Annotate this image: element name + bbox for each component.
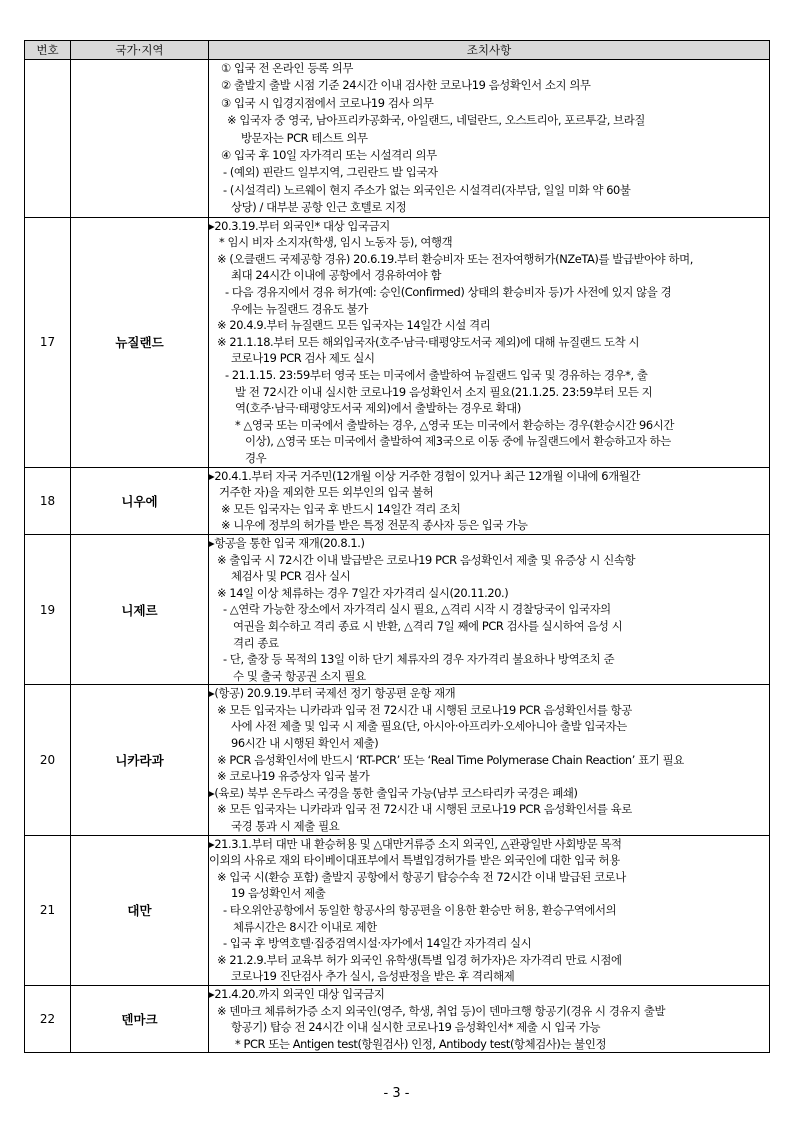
measure-line: 사에 사전 제출 및 입국 시 제출 필요(단, 아시아·아프리카·오세아니아 출발 입국자는	[231, 719, 627, 734]
measure-line: 방문자는 PCR 테스트 의무	[241, 130, 368, 145]
row-measures	[209, 835, 770, 985]
table-row	[25, 534, 770, 684]
measure-line: 격리 종료	[233, 635, 279, 650]
measure-line: 우에는 뉴질랜드 경유도 불가	[231, 301, 368, 316]
row-number: 21	[25, 835, 71, 985]
measure-line: ※ 모든 입국자는 입국 후 반드시 14일간 격리 조치	[221, 501, 461, 516]
measure-line: ※ 14일 이상 체류하는 경우 7일간 자가격리 실시(20.11.20.)	[217, 585, 509, 600]
table-header-row	[25, 41, 770, 60]
measure-line: 국경 통과 시 제출 필요	[231, 819, 340, 834]
measures-table	[24, 40, 770, 1053]
measure-line: - 단, 출장 등 목적의 13일 이하 단기 체류자의 경우 자가격리 불요하나 방역조치 준	[223, 652, 615, 667]
measure-line: 체검사 및 PCR 검사 실시	[231, 569, 351, 584]
measure-line: 코로나19 PCR 검사 제도 실시	[231, 351, 375, 366]
row-measures	[209, 534, 770, 684]
measure-line: ※ 모든 입국자는 니카라과 입국 전 72시간 내 시행된 코로나19 PCR 음성확인서를 항공	[217, 702, 632, 717]
measure-line: - 21.1.15. 23:59부터 영국 또는 미국에서 출발하여 뉴질랜드 입국 및 경유하는 경우*, 출	[225, 368, 648, 382]
measure-line: ④ 입국 후 10일 자가격리 또는 시설격리 의무	[221, 148, 437, 163]
document-page	[24, 40, 769, 1053]
measure-line: ※ 코로나19 유증상자 입국 불가	[217, 769, 370, 784]
row-measures	[209, 985, 770, 1052]
measure-line: 항공기) 탑승 전 24시간 이내 실시한 코로나19 음성확인서* 제출 시 입국 가능	[231, 1020, 601, 1035]
measure-line: 거주한 자)을 제외한 모든 외부인의 입국 불허	[219, 485, 434, 500]
measure-line: 코로나19 진단검사 추가 실시, 음성판정을 받은 후 격리해제	[231, 969, 515, 984]
measure-line: ▸(육로) 북부 온두라스 국경을 통한 출입국 가능(남부 코스타리카 국경은 폐쇄)	[209, 785, 578, 800]
measure-line: ※ 21.2.9.부터 교육부 허가 외국인 유학생(특별 입경 허가자)은 자가격리 만료 시점에	[217, 952, 622, 967]
measure-line: ※ 20.4.9.부터 뉴질랜드 모든 입국자는 14일간 시설 격리	[217, 318, 491, 333]
measure-line: ▸항공을 통한 입국 재개(20.8.1.)	[209, 535, 365, 550]
measure-line: - 타오위안공항에서 동일한 항공사의 항공편을 이용한 환승만 허용, 환승구역에서의	[223, 903, 617, 917]
measure-line: 최대 24시간 이내에 공항에서 경유하여야 함	[231, 268, 442, 283]
measure-line: * PCR 또는 Antigen test(항원검사) 인정, Antibody test(항체검사)는 불인정	[235, 1036, 607, 1051]
row-measures	[209, 217, 770, 467]
measure-line: 96시간 내 시행된 확인서 제출)	[231, 736, 379, 751]
measure-line: - 다음 경유지에서 경유 허가(예: 승인(Confirmed) 상태의 환승비자 등)가 사전에 있지 않을 경	[225, 285, 672, 300]
measure-line: ※ (오클랜드 국제공항 경유) 20.6.19.부터 환승비자 또는 전자여행허가(NZeTA)를 발급받아야 하며,	[217, 251, 693, 266]
measure-line: 이외의 사유로 재외 타이베이대표부에서 특별입경허가를 받은 외국인에 대한 입국 허용	[209, 853, 620, 868]
row-number	[25, 60, 71, 218]
measure-line: ※ PCR 음성확인서에 반드시 ‘RT-PCR’ 또는 ‘Real Time Polymerase Chain Reaction’ 표기 필요	[217, 752, 684, 767]
measure-line: ▸21.4.20.까지 외국인 대상 입국금지	[209, 986, 385, 1001]
measure-line: ② 출발지 출발 시점 기준 24시간 이내 검사한 코로나19 음성확인서 소지 의무	[221, 78, 591, 93]
measure-line: ※ 입국 시(환승 포함) 출발지 공항에서 항공기 탑승수속 전 72시간 이내 발급된 코로나	[217, 869, 626, 884]
header-measures: 조치사항	[209, 41, 770, 60]
row-measures	[209, 467, 770, 534]
row-number: 18	[25, 467, 71, 534]
row-number: 17	[25, 217, 71, 467]
row-country: 니제르	[71, 534, 209, 684]
measure-line: 상당) / 대부분 공항 인근 호텔로 지정	[231, 200, 407, 215]
row-number: 22	[25, 985, 71, 1052]
measure-line: ※ 출입국 시 72시간 이내 발급받은 코로나19 PCR 음성확인서 제출 및 유증상 시 신속항	[217, 552, 636, 567]
measure-line: * 임시 비자 소지자(학생, 임시 노동자 등), 여행객	[219, 235, 453, 250]
row-country: 뉴질랜드	[71, 217, 209, 467]
measure-line: 수 및 출국 항공권 소지 필요	[233, 668, 366, 683]
measure-line: 19 음성확인서 제출	[231, 886, 326, 901]
table-body	[25, 60, 770, 1053]
measure-line: ③ 입국 시 입경지점에서 코로나19 검사 의무	[221, 95, 434, 110]
measure-line: * △영국 또는 미국에서 출발하는 경우, △영국 또는 미국에서 환승하는 경우(환승시간 96시간	[235, 417, 674, 432]
table-row	[25, 60, 770, 218]
measure-line: 체류시간은 8시간 이내로 제한	[233, 919, 377, 934]
row-measures	[209, 685, 770, 835]
row-number: 19	[25, 534, 71, 684]
table-row	[25, 467, 770, 534]
measure-line: ① 입국 전 온라인 등록 의무	[221, 61, 353, 75]
measure-line: ▸20.3.19.부터 외국인* 대상 입국금지	[209, 218, 390, 233]
table-row	[25, 685, 770, 835]
measure-line: ▸20.4.1.부터 자국 거주민(12개월 이상 거주한 경험이 있거나 최근 12개월 이내에 6개월간	[209, 468, 640, 483]
measure-line: - 입국 후 방역호텔·집중검역시설·자가에서 14일간 자가격리 실시	[223, 936, 532, 951]
table-row	[25, 217, 770, 467]
row-number: 20	[25, 685, 71, 835]
row-country: 덴마크	[71, 985, 209, 1052]
measure-line: ※ 니우에 정부의 허가를 받은 특정 전문직 종사자 등은 입국 가능	[221, 518, 528, 533]
row-country: 니우에	[71, 467, 209, 534]
measure-line: 발 전 72시간 이내 실시한 코로나19 음성확인서 소지 필요(21.1.25. 23:59부터 모든 지	[235, 384, 653, 399]
measure-line: ▸(항공) 20.9.19.부터 국제선 정기 항공편 운항 재개	[209, 686, 456, 701]
page-number: - 3 -	[383, 1086, 410, 1101]
row-country	[71, 60, 209, 218]
row-measures	[209, 60, 770, 218]
table-row	[25, 985, 770, 1052]
measure-line: ※ 모든 입국자는 니카라과 입국 전 72시간 내 시행된 코로나19 PCR 음성확인서를 육로	[217, 802, 632, 817]
measure-line: - (예외) 핀란드 일부지역, 그린란드 발 입국자	[223, 165, 438, 180]
measure-line: 여권을 회수하고 격리 종료 시 반환, △격리 7일 째에 PCR 검사를 실시하여 음성 시	[233, 618, 623, 633]
row-country: 니카라과	[71, 685, 209, 835]
measure-line: 이상), △영국 또는 미국에서 출발하여 제3국으로 이동 중에 뉴질랜드에서 환승하고자 하는	[245, 434, 671, 449]
measure-line: ※ 21.1.18.부터 모든 해외입국자(호주·남극·태평양도서국 제외)에 대해 뉴질랜드 도착 시	[217, 334, 640, 349]
measure-line: - (시설격리) 노르웨이 현지 주소가 없는 외국인은 시설격리(자부담, 일일 미화 약 60불	[223, 182, 631, 197]
table-row	[25, 835, 770, 985]
measure-line: ▸21.3.1.부터 대만 내 환승허용 및 △대만거류증 소지 외국인, △관광일반 사회방문 목적	[209, 836, 622, 851]
header-number: 번호	[25, 41, 71, 60]
measure-line: 경우	[245, 450, 267, 465]
header-country: 국가·지역	[71, 41, 209, 60]
measure-line: ※ 입국자 중 영국, 남아프리카공화국, 아일랜드, 네덜란드, 오스트리아, 포르투갈, 브라질	[227, 113, 645, 128]
row-country: 대만	[71, 835, 209, 985]
measure-line: ※ 덴마크 체류허가증 소지 외국인(영주, 학생, 취업 등)이 덴마크행 항공기(경유 시 경유지 출발	[217, 1003, 666, 1018]
measure-line: 역(호주·남극·태평양도서국 제외)에서 출발하는 경우로 확대)	[235, 401, 521, 416]
measure-line: - △연락 가능한 장소에서 자가격리 실시 필요, △격리 시작 시 경찰당국이 입국자의	[223, 602, 611, 617]
